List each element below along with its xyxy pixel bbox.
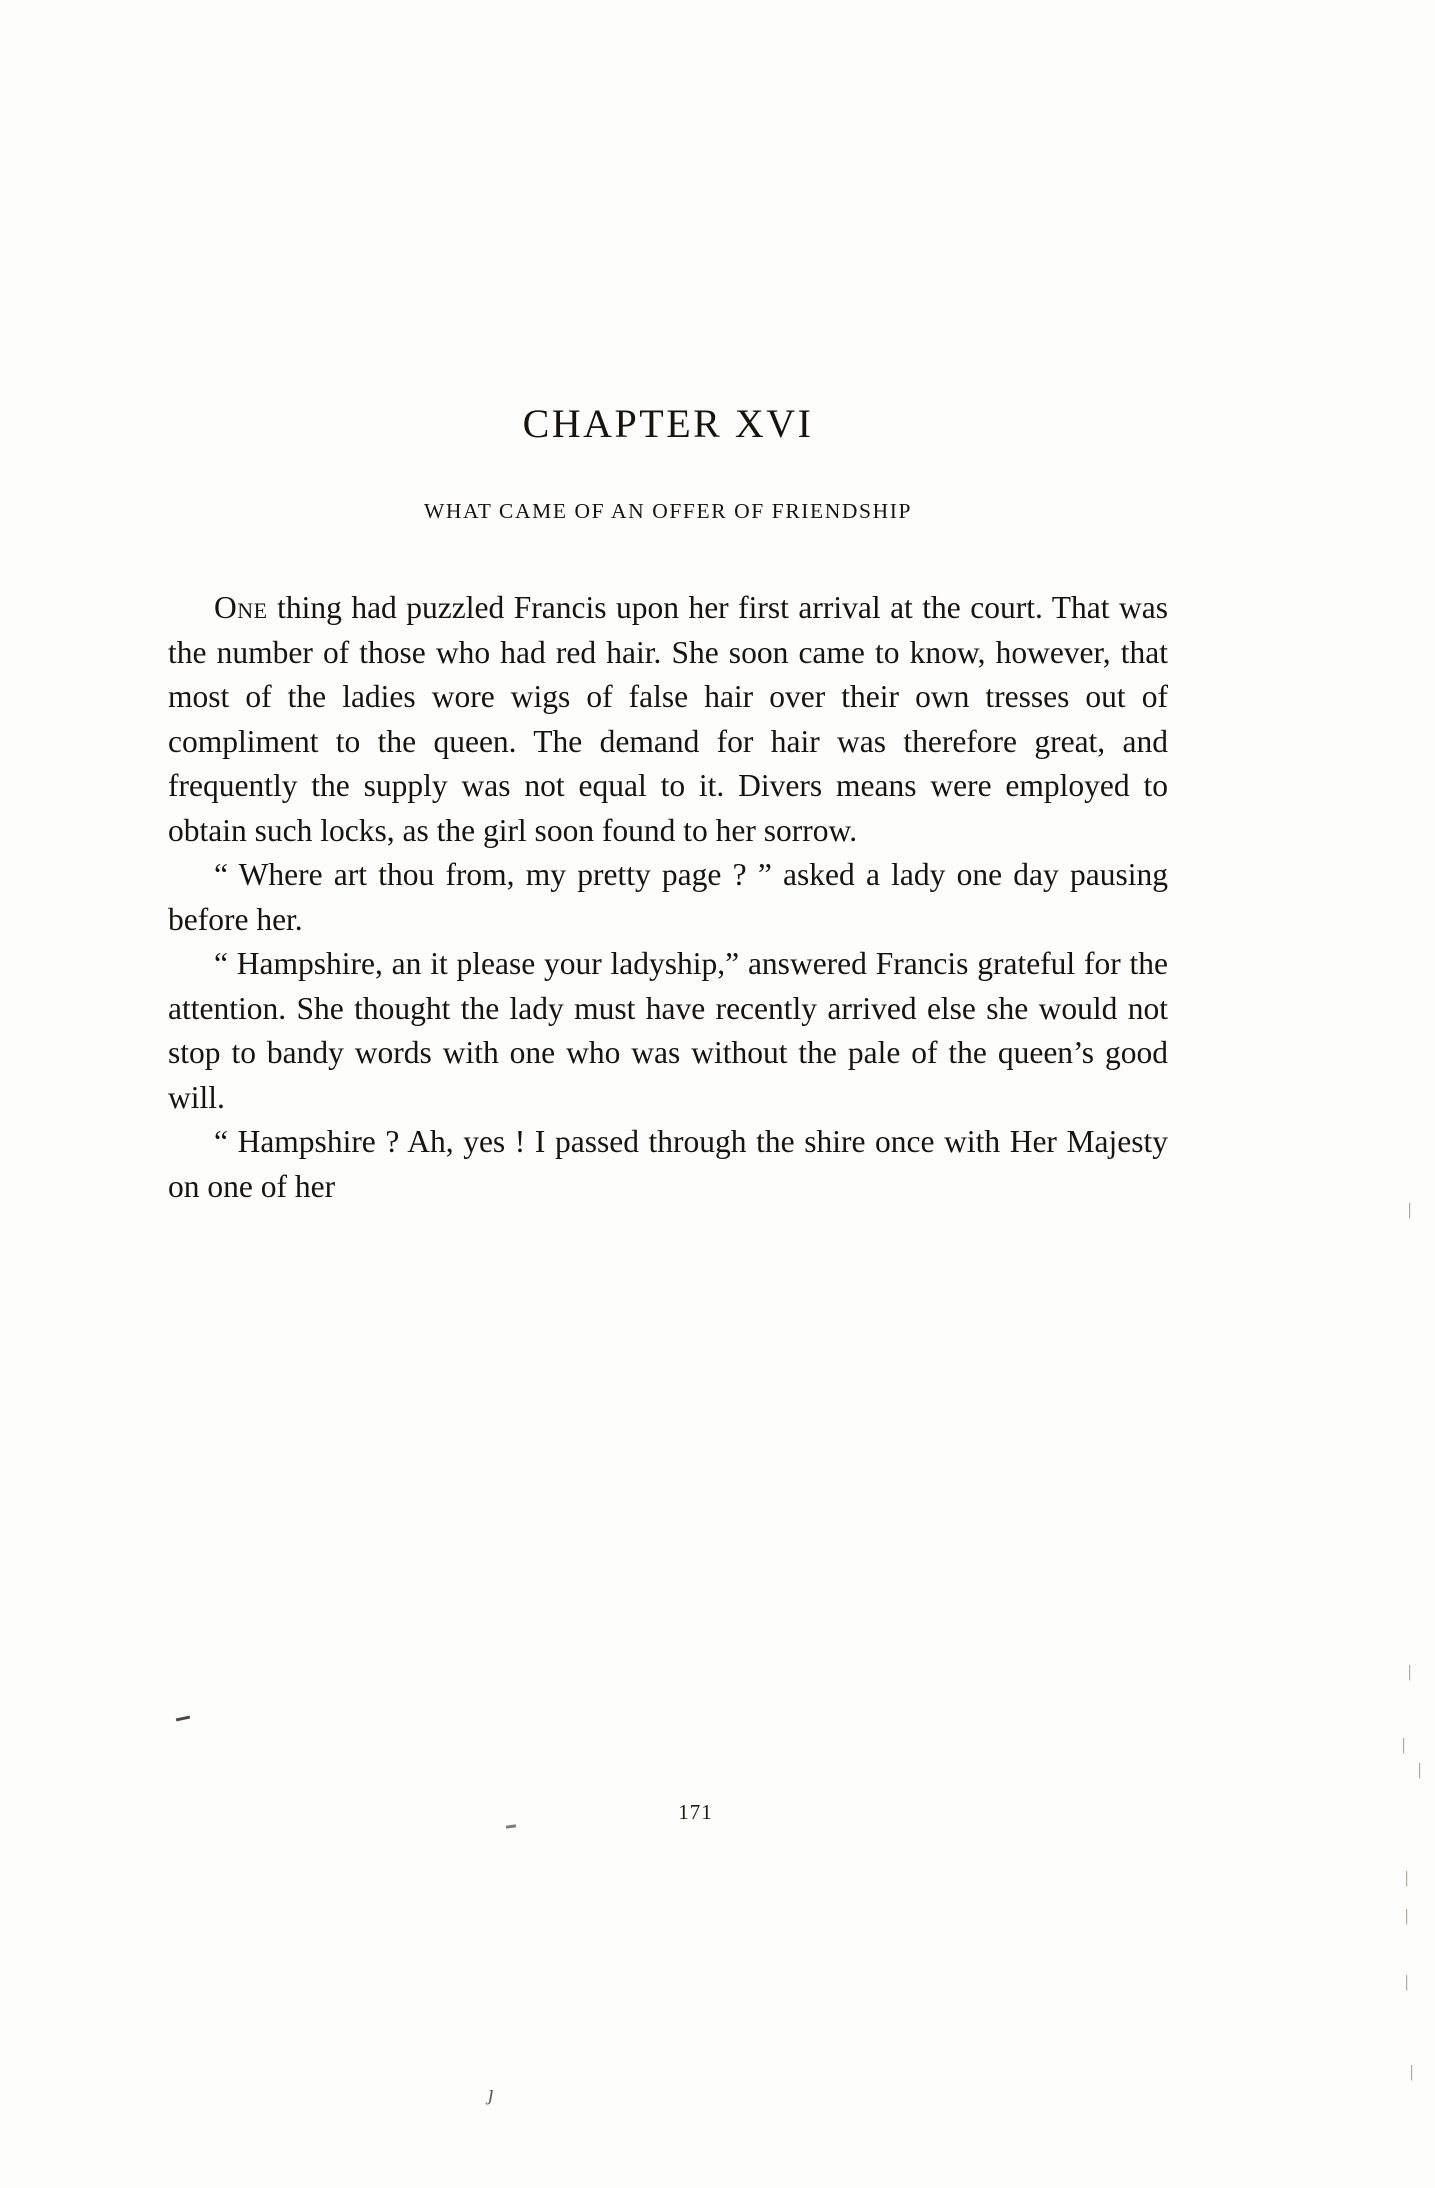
paragraph-2 (168, 853, 1168, 942)
scan-artifact-mark: | (1405, 1868, 1409, 1887)
paragraph-1 (168, 586, 1168, 853)
paragraph-4-text: “ Hampshire ? Ah, yes ! I passed through the shire once with Her Majesty on one of her (168, 1124, 1168, 1204)
scan-artifact-mark: | (1405, 1972, 1409, 1991)
scan-artifact-bottom: ȷ (488, 2080, 495, 2105)
paragraph-1-text: thing had puzzled Francis upon her first arrival at the court. That was the number of those who had red hair. She soon came to know, however, that most of the ladies wore wigs of false hair over their own tresses out of compliment to the queen. The demand for hair was therefore great, and frequently the supply was not equal to it. Divers means were employed to obtain such locks, as the girl soon found to her sorrow. (168, 590, 1168, 848)
scan-artifact-mark: | (1410, 2062, 1414, 2081)
chapter-subtitle: WHAT CAME OF AN OFFER OF FRIENDSHIP (423, 499, 913, 523)
scan-artifact-mark: | (1402, 1735, 1406, 1754)
paragraph-2-text: “ Where art thou from, my pretty page ? ” asked a lady one day pausing before her. (168, 857, 1168, 937)
scan-artifact-mark: | (1418, 1760, 1422, 1779)
paragraph-4 (168, 1120, 1168, 1209)
chapter-title: CHAPTER XVI (522, 401, 814, 446)
paragraph-3 (168, 942, 1168, 1120)
paragraph-1-lead-smallcaps: One (214, 590, 268, 625)
paragraph-3-text: “ Hampshire, an it please your ladyship,” answered Francis grateful for the attention. She thought the lady must have recently arrived else she would not stop to bandy words with one who was without the pale of the queen’s good will. (168, 946, 1168, 1115)
scan-artifact-mark: | (1408, 1200, 1412, 1219)
page-text-block (168, 400, 1168, 1209)
scan-artifact-mark: | (1405, 1906, 1409, 1925)
page-number-value: 171 (678, 1800, 713, 1824)
page-number (0, 1800, 1435, 1825)
scan-artifact-mark: | (1408, 1662, 1412, 1681)
